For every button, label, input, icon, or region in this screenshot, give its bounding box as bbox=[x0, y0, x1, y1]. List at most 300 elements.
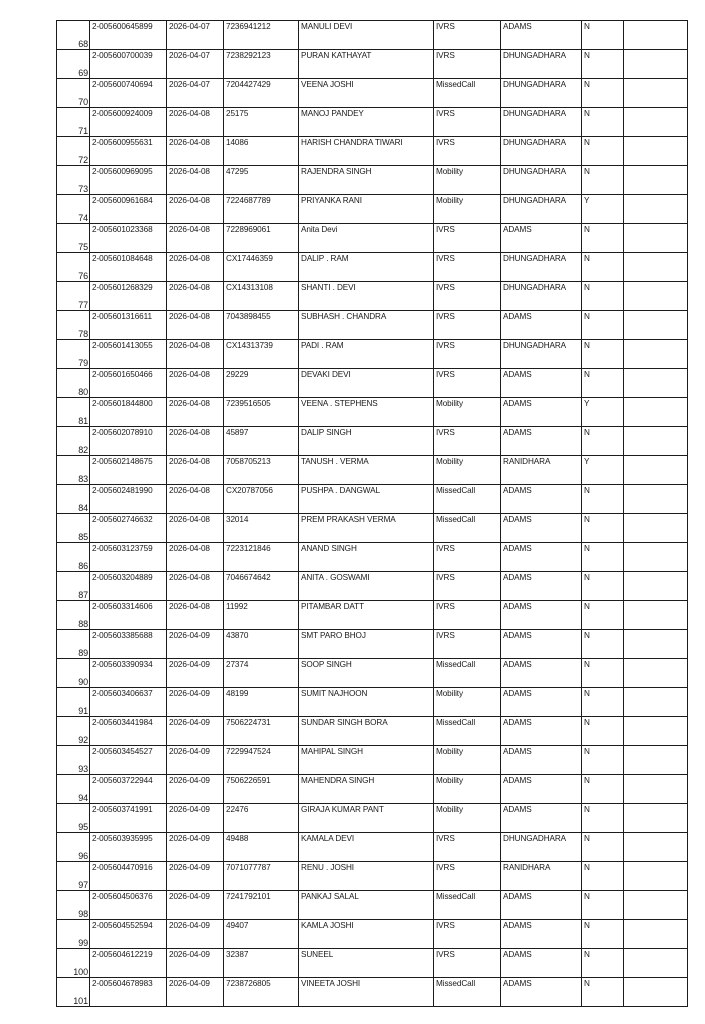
complaint-id-cell: 2-005602148675 bbox=[90, 456, 167, 485]
complaint-id-cell: 2-005600740694 bbox=[90, 79, 167, 108]
remarks-cell bbox=[624, 50, 688, 79]
consumer-name-cell: DEVAKI DEVI bbox=[299, 369, 434, 398]
division-cell: ADAMS bbox=[501, 543, 582, 572]
remarks-cell bbox=[624, 427, 688, 456]
consumer-number-cell: 7239516505 bbox=[224, 398, 299, 427]
consumer-number-cell: 32387 bbox=[224, 949, 299, 978]
consumer-name-cell: SUMIT NAJHOON bbox=[299, 688, 434, 717]
remarks-cell bbox=[624, 891, 688, 920]
remarks-cell bbox=[624, 572, 688, 601]
consumer-name-cell: SMT PARO BHOJ bbox=[299, 630, 434, 659]
table-row bbox=[57, 717, 688, 746]
serial-number-cell: 82 bbox=[57, 427, 90, 456]
remarks-cell bbox=[624, 804, 688, 833]
flag-cell: N bbox=[582, 978, 624, 1007]
division-cell: DHUNGADHARA bbox=[501, 108, 582, 137]
complaint-id-cell: 2-005602746632 bbox=[90, 514, 167, 543]
division-cell: ADAMS bbox=[501, 485, 582, 514]
source-cell: MissedCall bbox=[434, 978, 501, 1007]
flag-cell: Y bbox=[582, 398, 624, 427]
consumer-name-cell: PUSHPA . DANGWAL bbox=[299, 485, 434, 514]
consumer-name-cell: VEENA JOSHI bbox=[299, 79, 434, 108]
table-row bbox=[57, 659, 688, 688]
serial-number-cell: 94 bbox=[57, 775, 90, 804]
source-cell: IVRS bbox=[434, 543, 501, 572]
flag-cell: N bbox=[582, 543, 624, 572]
date-cell: 2026-04-09 bbox=[167, 775, 224, 804]
consumer-name-cell: PURAN KATHAYAT bbox=[299, 50, 434, 79]
complaint-id-cell: 2-005601084648 bbox=[90, 253, 167, 282]
complaint-id-cell: 2-005601023368 bbox=[90, 224, 167, 253]
serial-number-cell: 95 bbox=[57, 804, 90, 833]
consumer-number-cell: 22476 bbox=[224, 804, 299, 833]
remarks-cell bbox=[624, 514, 688, 543]
date-cell: 2026-04-09 bbox=[167, 978, 224, 1007]
serial-number-cell: 74 bbox=[57, 195, 90, 224]
remarks-cell bbox=[624, 862, 688, 891]
consumer-number-cell: 49407 bbox=[224, 920, 299, 949]
table-row bbox=[57, 746, 688, 775]
complaint-id-cell: 2-005603441984 bbox=[90, 717, 167, 746]
consumer-name-cell: PREM PRAKASH VERMA bbox=[299, 514, 434, 543]
source-cell: IVRS bbox=[434, 282, 501, 311]
serial-number-cell: 97 bbox=[57, 862, 90, 891]
complaint-id-cell: 2-005601268329 bbox=[90, 282, 167, 311]
division-cell: ADAMS bbox=[501, 21, 582, 50]
consumer-name-cell: SUNEEL bbox=[299, 949, 434, 978]
serial-number-cell: 89 bbox=[57, 630, 90, 659]
date-cell: 2026-04-09 bbox=[167, 688, 224, 717]
date-cell: 2026-04-08 bbox=[167, 282, 224, 311]
consumer-name-cell: KAMLA JOSHI bbox=[299, 920, 434, 949]
flag-cell: N bbox=[582, 224, 624, 253]
source-cell: IVRS bbox=[434, 21, 501, 50]
consumer-number-cell: CX17446359 bbox=[224, 253, 299, 282]
table-row bbox=[57, 195, 688, 224]
remarks-cell bbox=[624, 920, 688, 949]
consumer-number-cell: 7223121846 bbox=[224, 543, 299, 572]
serial-number-cell: 81 bbox=[57, 398, 90, 427]
flag-cell: N bbox=[582, 949, 624, 978]
complaint-id-cell: 2-005603454527 bbox=[90, 746, 167, 775]
table-row bbox=[57, 282, 688, 311]
source-cell: IVRS bbox=[434, 601, 501, 630]
flag-cell: N bbox=[582, 50, 624, 79]
table-row bbox=[57, 485, 688, 514]
consumer-name-cell: SUBHASH . CHANDRA bbox=[299, 311, 434, 340]
source-cell: IVRS bbox=[434, 224, 501, 253]
serial-number-cell: 99 bbox=[57, 920, 90, 949]
table-row bbox=[57, 137, 688, 166]
serial-number-cell: 87 bbox=[57, 572, 90, 601]
serial-number-cell: 80 bbox=[57, 369, 90, 398]
division-cell: ADAMS bbox=[501, 572, 582, 601]
consumer-number-cell: 7506224731 bbox=[224, 717, 299, 746]
division-cell: DHUNGADHARA bbox=[501, 833, 582, 862]
source-cell: Mobility bbox=[434, 688, 501, 717]
date-cell: 2026-04-07 bbox=[167, 50, 224, 79]
table-row bbox=[57, 833, 688, 862]
consumer-number-cell: 7204427429 bbox=[224, 79, 299, 108]
division-cell: ADAMS bbox=[501, 398, 582, 427]
division-cell: ADAMS bbox=[501, 427, 582, 456]
consumer-number-cell: 48199 bbox=[224, 688, 299, 717]
division-cell: DHUNGADHARA bbox=[501, 79, 582, 108]
source-cell: IVRS bbox=[434, 108, 501, 137]
serial-number-cell: 92 bbox=[57, 717, 90, 746]
remarks-cell bbox=[624, 195, 688, 224]
table-row bbox=[57, 456, 688, 485]
remarks-cell bbox=[624, 746, 688, 775]
table-row bbox=[57, 862, 688, 891]
remarks-cell bbox=[624, 224, 688, 253]
consumer-number-cell: 49488 bbox=[224, 833, 299, 862]
table-row bbox=[57, 166, 688, 195]
consumer-number-cell: 47295 bbox=[224, 166, 299, 195]
flag-cell: N bbox=[582, 253, 624, 282]
flag-cell: N bbox=[582, 514, 624, 543]
flag-cell: Y bbox=[582, 195, 624, 224]
source-cell: IVRS bbox=[434, 427, 501, 456]
source-cell: IVRS bbox=[434, 137, 501, 166]
date-cell: 2026-04-09 bbox=[167, 833, 224, 862]
consumer-name-cell: RAJENDRA SINGH bbox=[299, 166, 434, 195]
date-cell: 2026-04-08 bbox=[167, 195, 224, 224]
remarks-cell bbox=[624, 456, 688, 485]
source-cell: MissedCall bbox=[434, 891, 501, 920]
consumer-number-cell: 7043898455 bbox=[224, 311, 299, 340]
division-cell: ADAMS bbox=[501, 949, 582, 978]
source-cell: IVRS bbox=[434, 630, 501, 659]
date-cell: 2026-04-08 bbox=[167, 253, 224, 282]
serial-number-cell: 98 bbox=[57, 891, 90, 920]
consumer-number-cell: 7229947524 bbox=[224, 746, 299, 775]
division-cell: ADAMS bbox=[501, 630, 582, 659]
remarks-cell bbox=[624, 166, 688, 195]
consumer-number-cell: 27374 bbox=[224, 659, 299, 688]
complaint-id-cell: 2-005603314606 bbox=[90, 601, 167, 630]
consumer-name-cell: TANUSH . VERMA bbox=[299, 456, 434, 485]
date-cell: 2026-04-07 bbox=[167, 79, 224, 108]
source-cell: MissedCall bbox=[434, 717, 501, 746]
table-row bbox=[57, 920, 688, 949]
date-cell: 2026-04-08 bbox=[167, 514, 224, 543]
remarks-cell bbox=[624, 978, 688, 1007]
complaint-id-cell: 2-005601650466 bbox=[90, 369, 167, 398]
table-row bbox=[57, 775, 688, 804]
table-row bbox=[57, 891, 688, 920]
consumer-number-cell: 7506226591 bbox=[224, 775, 299, 804]
consumer-name-cell: VEENA . STEPHENS bbox=[299, 398, 434, 427]
consumer-number-cell: 7236941212 bbox=[224, 21, 299, 50]
serial-number-cell: 84 bbox=[57, 485, 90, 514]
table-row bbox=[57, 601, 688, 630]
remarks-cell bbox=[624, 369, 688, 398]
consumer-name-cell: SUNDAR SINGH BORA bbox=[299, 717, 434, 746]
source-cell: IVRS bbox=[434, 862, 501, 891]
table-row bbox=[57, 369, 688, 398]
division-cell: DHUNGADHARA bbox=[501, 253, 582, 282]
flag-cell: N bbox=[582, 659, 624, 688]
consumer-number-cell: CX14313108 bbox=[224, 282, 299, 311]
date-cell: 2026-04-09 bbox=[167, 891, 224, 920]
complaint-id-cell: 2-005600645899 bbox=[90, 21, 167, 50]
complaint-id-cell: 2-005603935995 bbox=[90, 833, 167, 862]
consumer-name-cell: MANOJ PANDEY bbox=[299, 108, 434, 137]
remarks-cell bbox=[624, 282, 688, 311]
serial-number-cell: 93 bbox=[57, 746, 90, 775]
consumer-name-cell: MAHENDRA SINGH bbox=[299, 775, 434, 804]
complaint-id-cell: 2-005602481990 bbox=[90, 485, 167, 514]
source-cell: Mobility bbox=[434, 398, 501, 427]
source-cell: MissedCall bbox=[434, 659, 501, 688]
date-cell: 2026-04-09 bbox=[167, 746, 224, 775]
serial-number-cell: 101 bbox=[57, 978, 90, 1007]
complaint-id-cell: 2-005604506376 bbox=[90, 891, 167, 920]
table-row bbox=[57, 804, 688, 833]
complaint-id-cell: 2-005601316611 bbox=[90, 311, 167, 340]
date-cell: 2026-04-08 bbox=[167, 601, 224, 630]
consumer-number-cell: 32014 bbox=[224, 514, 299, 543]
flag-cell: N bbox=[582, 427, 624, 456]
table-row bbox=[57, 949, 688, 978]
source-cell: MissedCall bbox=[434, 79, 501, 108]
complaint-id-cell: 2-005603406637 bbox=[90, 688, 167, 717]
consumer-number-cell: 14086 bbox=[224, 137, 299, 166]
date-cell: 2026-04-08 bbox=[167, 108, 224, 137]
remarks-cell bbox=[624, 398, 688, 427]
remarks-cell bbox=[624, 485, 688, 514]
date-cell: 2026-04-08 bbox=[167, 369, 224, 398]
consumer-name-cell: SOOP SINGH bbox=[299, 659, 434, 688]
date-cell: 2026-04-08 bbox=[167, 340, 224, 369]
remarks-cell bbox=[624, 601, 688, 630]
consumer-number-cell: 7238726805 bbox=[224, 978, 299, 1007]
consumer-name-cell: PRIYANKA RANI bbox=[299, 195, 434, 224]
flag-cell: N bbox=[582, 79, 624, 108]
table-row bbox=[57, 79, 688, 108]
source-cell: Mobility bbox=[434, 456, 501, 485]
flag-cell: N bbox=[582, 630, 624, 659]
serial-number-cell: 76 bbox=[57, 253, 90, 282]
table-row bbox=[57, 108, 688, 137]
source-cell: Mobility bbox=[434, 804, 501, 833]
remarks-cell bbox=[624, 717, 688, 746]
flag-cell: N bbox=[582, 311, 624, 340]
consumer-number-cell: 29229 bbox=[224, 369, 299, 398]
consumer-number-cell: 7238292123 bbox=[224, 50, 299, 79]
remarks-cell bbox=[624, 949, 688, 978]
serial-number-cell: 90 bbox=[57, 659, 90, 688]
date-cell: 2026-04-08 bbox=[167, 398, 224, 427]
consumer-number-cell: CX20787056 bbox=[224, 485, 299, 514]
consumer-name-cell: PITAMBAR DATT bbox=[299, 601, 434, 630]
flag-cell: N bbox=[582, 891, 624, 920]
flag-cell: N bbox=[582, 775, 624, 804]
consumer-number-cell: 43870 bbox=[224, 630, 299, 659]
flag-cell: N bbox=[582, 108, 624, 137]
flag-cell: N bbox=[582, 746, 624, 775]
consumer-number-cell: CX14313739 bbox=[224, 340, 299, 369]
consumer-name-cell: SHANTI . DEVI bbox=[299, 282, 434, 311]
date-cell: 2026-04-09 bbox=[167, 949, 224, 978]
remarks-cell bbox=[624, 253, 688, 282]
complaint-id-cell: 2-005601413055 bbox=[90, 340, 167, 369]
complaint-id-cell: 2-005600924009 bbox=[90, 108, 167, 137]
consumer-number-cell: 7224687789 bbox=[224, 195, 299, 224]
division-cell: ADAMS bbox=[501, 514, 582, 543]
date-cell: 2026-04-09 bbox=[167, 659, 224, 688]
consumer-name-cell: DALIP SINGH bbox=[299, 427, 434, 456]
table-row bbox=[57, 340, 688, 369]
source-cell: IVRS bbox=[434, 833, 501, 862]
division-cell: DHUNGADHARA bbox=[501, 166, 582, 195]
serial-number-cell: 96 bbox=[57, 833, 90, 862]
serial-number-cell: 79 bbox=[57, 340, 90, 369]
remarks-cell bbox=[624, 630, 688, 659]
complaint-id-cell: 2-005600955631 bbox=[90, 137, 167, 166]
division-cell: ADAMS bbox=[501, 746, 582, 775]
source-cell: IVRS bbox=[434, 369, 501, 398]
remarks-cell bbox=[624, 775, 688, 804]
division-cell: ADAMS bbox=[501, 891, 582, 920]
serial-number-cell: 72 bbox=[57, 137, 90, 166]
division-cell: ADAMS bbox=[501, 688, 582, 717]
serial-number-cell: 91 bbox=[57, 688, 90, 717]
source-cell: Mobility bbox=[434, 195, 501, 224]
division-cell: DHUNGADHARA bbox=[501, 195, 582, 224]
source-cell: Mobility bbox=[434, 166, 501, 195]
table-row bbox=[57, 514, 688, 543]
serial-number-cell: 85 bbox=[57, 514, 90, 543]
date-cell: 2026-04-08 bbox=[167, 427, 224, 456]
remarks-cell bbox=[624, 79, 688, 108]
complaint-id-cell: 2-005604612219 bbox=[90, 949, 167, 978]
serial-number-cell: 77 bbox=[57, 282, 90, 311]
consumer-name-cell: PANKAJ SALAL bbox=[299, 891, 434, 920]
consumer-name-cell: DALIP . RAM bbox=[299, 253, 434, 282]
date-cell: 2026-04-08 bbox=[167, 137, 224, 166]
table-row bbox=[57, 311, 688, 340]
source-cell: MissedCall bbox=[434, 514, 501, 543]
division-cell: ADAMS bbox=[501, 775, 582, 804]
source-cell: IVRS bbox=[434, 572, 501, 601]
flag-cell: N bbox=[582, 717, 624, 746]
flag-cell: N bbox=[582, 601, 624, 630]
division-cell: DHUNGADHARA bbox=[501, 50, 582, 79]
table-body bbox=[57, 21, 688, 1007]
date-cell: 2026-04-07 bbox=[167, 21, 224, 50]
source-cell: Mobility bbox=[434, 746, 501, 775]
table-row bbox=[57, 253, 688, 282]
division-cell: DHUNGADHARA bbox=[501, 340, 582, 369]
table-row bbox=[57, 427, 688, 456]
consumer-name-cell: Anita Devi bbox=[299, 224, 434, 253]
complaint-id-cell: 2-005603390934 bbox=[90, 659, 167, 688]
consumer-name-cell: ANITA . GOSWAMI bbox=[299, 572, 434, 601]
division-cell: RANIDHARA bbox=[501, 456, 582, 485]
date-cell: 2026-04-09 bbox=[167, 717, 224, 746]
consumer-name-cell: ANAND SINGH bbox=[299, 543, 434, 572]
table-row bbox=[57, 21, 688, 50]
date-cell: 2026-04-08 bbox=[167, 543, 224, 572]
source-cell: IVRS bbox=[434, 949, 501, 978]
complaint-id-cell: 2-005600969095 bbox=[90, 166, 167, 195]
division-cell: DHUNGADHARA bbox=[501, 137, 582, 166]
serial-number-cell: 75 bbox=[57, 224, 90, 253]
serial-number-cell: 100 bbox=[57, 949, 90, 978]
flag-cell: N bbox=[582, 137, 624, 166]
division-cell: ADAMS bbox=[501, 717, 582, 746]
consumer-name-cell: HARISH CHANDRA TIWARI bbox=[299, 137, 434, 166]
serial-number-cell: 88 bbox=[57, 601, 90, 630]
consumer-number-cell: 45897 bbox=[224, 427, 299, 456]
source-cell: IVRS bbox=[434, 920, 501, 949]
remarks-cell bbox=[624, 137, 688, 166]
division-cell: RANIDHARA bbox=[501, 862, 582, 891]
table-row bbox=[57, 630, 688, 659]
remarks-cell bbox=[624, 108, 688, 137]
serial-number-cell: 83 bbox=[57, 456, 90, 485]
date-cell: 2026-04-08 bbox=[167, 572, 224, 601]
source-cell: Mobility bbox=[434, 775, 501, 804]
complaint-id-cell: 2-005600700039 bbox=[90, 50, 167, 79]
complaint-id-cell: 2-005603385688 bbox=[90, 630, 167, 659]
flag-cell: Y bbox=[582, 456, 624, 485]
date-cell: 2026-04-09 bbox=[167, 630, 224, 659]
division-cell: ADAMS bbox=[501, 978, 582, 1007]
date-cell: 2026-04-09 bbox=[167, 920, 224, 949]
serial-number-cell: 73 bbox=[57, 166, 90, 195]
date-cell: 2026-04-09 bbox=[167, 862, 224, 891]
table-row bbox=[57, 543, 688, 572]
table-row bbox=[57, 978, 688, 1007]
flag-cell: N bbox=[582, 688, 624, 717]
division-cell: ADAMS bbox=[501, 920, 582, 949]
serial-number-cell: 69 bbox=[57, 50, 90, 79]
remarks-cell bbox=[624, 543, 688, 572]
complaint-id-cell: 2-005604678983 bbox=[90, 978, 167, 1007]
date-cell: 2026-04-09 bbox=[167, 804, 224, 833]
consumer-name-cell: MAHIPAL SINGH bbox=[299, 746, 434, 775]
serial-number-cell: 68 bbox=[57, 21, 90, 50]
remarks-cell bbox=[624, 21, 688, 50]
remarks-cell bbox=[624, 688, 688, 717]
complaint-id-cell: 2-005600961684 bbox=[90, 195, 167, 224]
consumer-number-cell: 7228969061 bbox=[224, 224, 299, 253]
flag-cell: N bbox=[582, 485, 624, 514]
remarks-cell bbox=[624, 833, 688, 862]
source-cell: IVRS bbox=[434, 50, 501, 79]
complaints-table bbox=[56, 20, 688, 1007]
division-cell: DHUNGADHARA bbox=[501, 282, 582, 311]
date-cell: 2026-04-08 bbox=[167, 166, 224, 195]
source-cell: IVRS bbox=[434, 311, 501, 340]
division-cell: ADAMS bbox=[501, 311, 582, 340]
flag-cell: N bbox=[582, 282, 624, 311]
date-cell: 2026-04-08 bbox=[167, 456, 224, 485]
remarks-cell bbox=[624, 311, 688, 340]
remarks-cell bbox=[624, 659, 688, 688]
serial-number-cell: 78 bbox=[57, 311, 90, 340]
flag-cell: N bbox=[582, 572, 624, 601]
consumer-number-cell: 7058705213 bbox=[224, 456, 299, 485]
consumer-number-cell: 11992 bbox=[224, 601, 299, 630]
flag-cell: N bbox=[582, 804, 624, 833]
serial-number-cell: 70 bbox=[57, 79, 90, 108]
table-row bbox=[57, 688, 688, 717]
flag-cell: N bbox=[582, 920, 624, 949]
